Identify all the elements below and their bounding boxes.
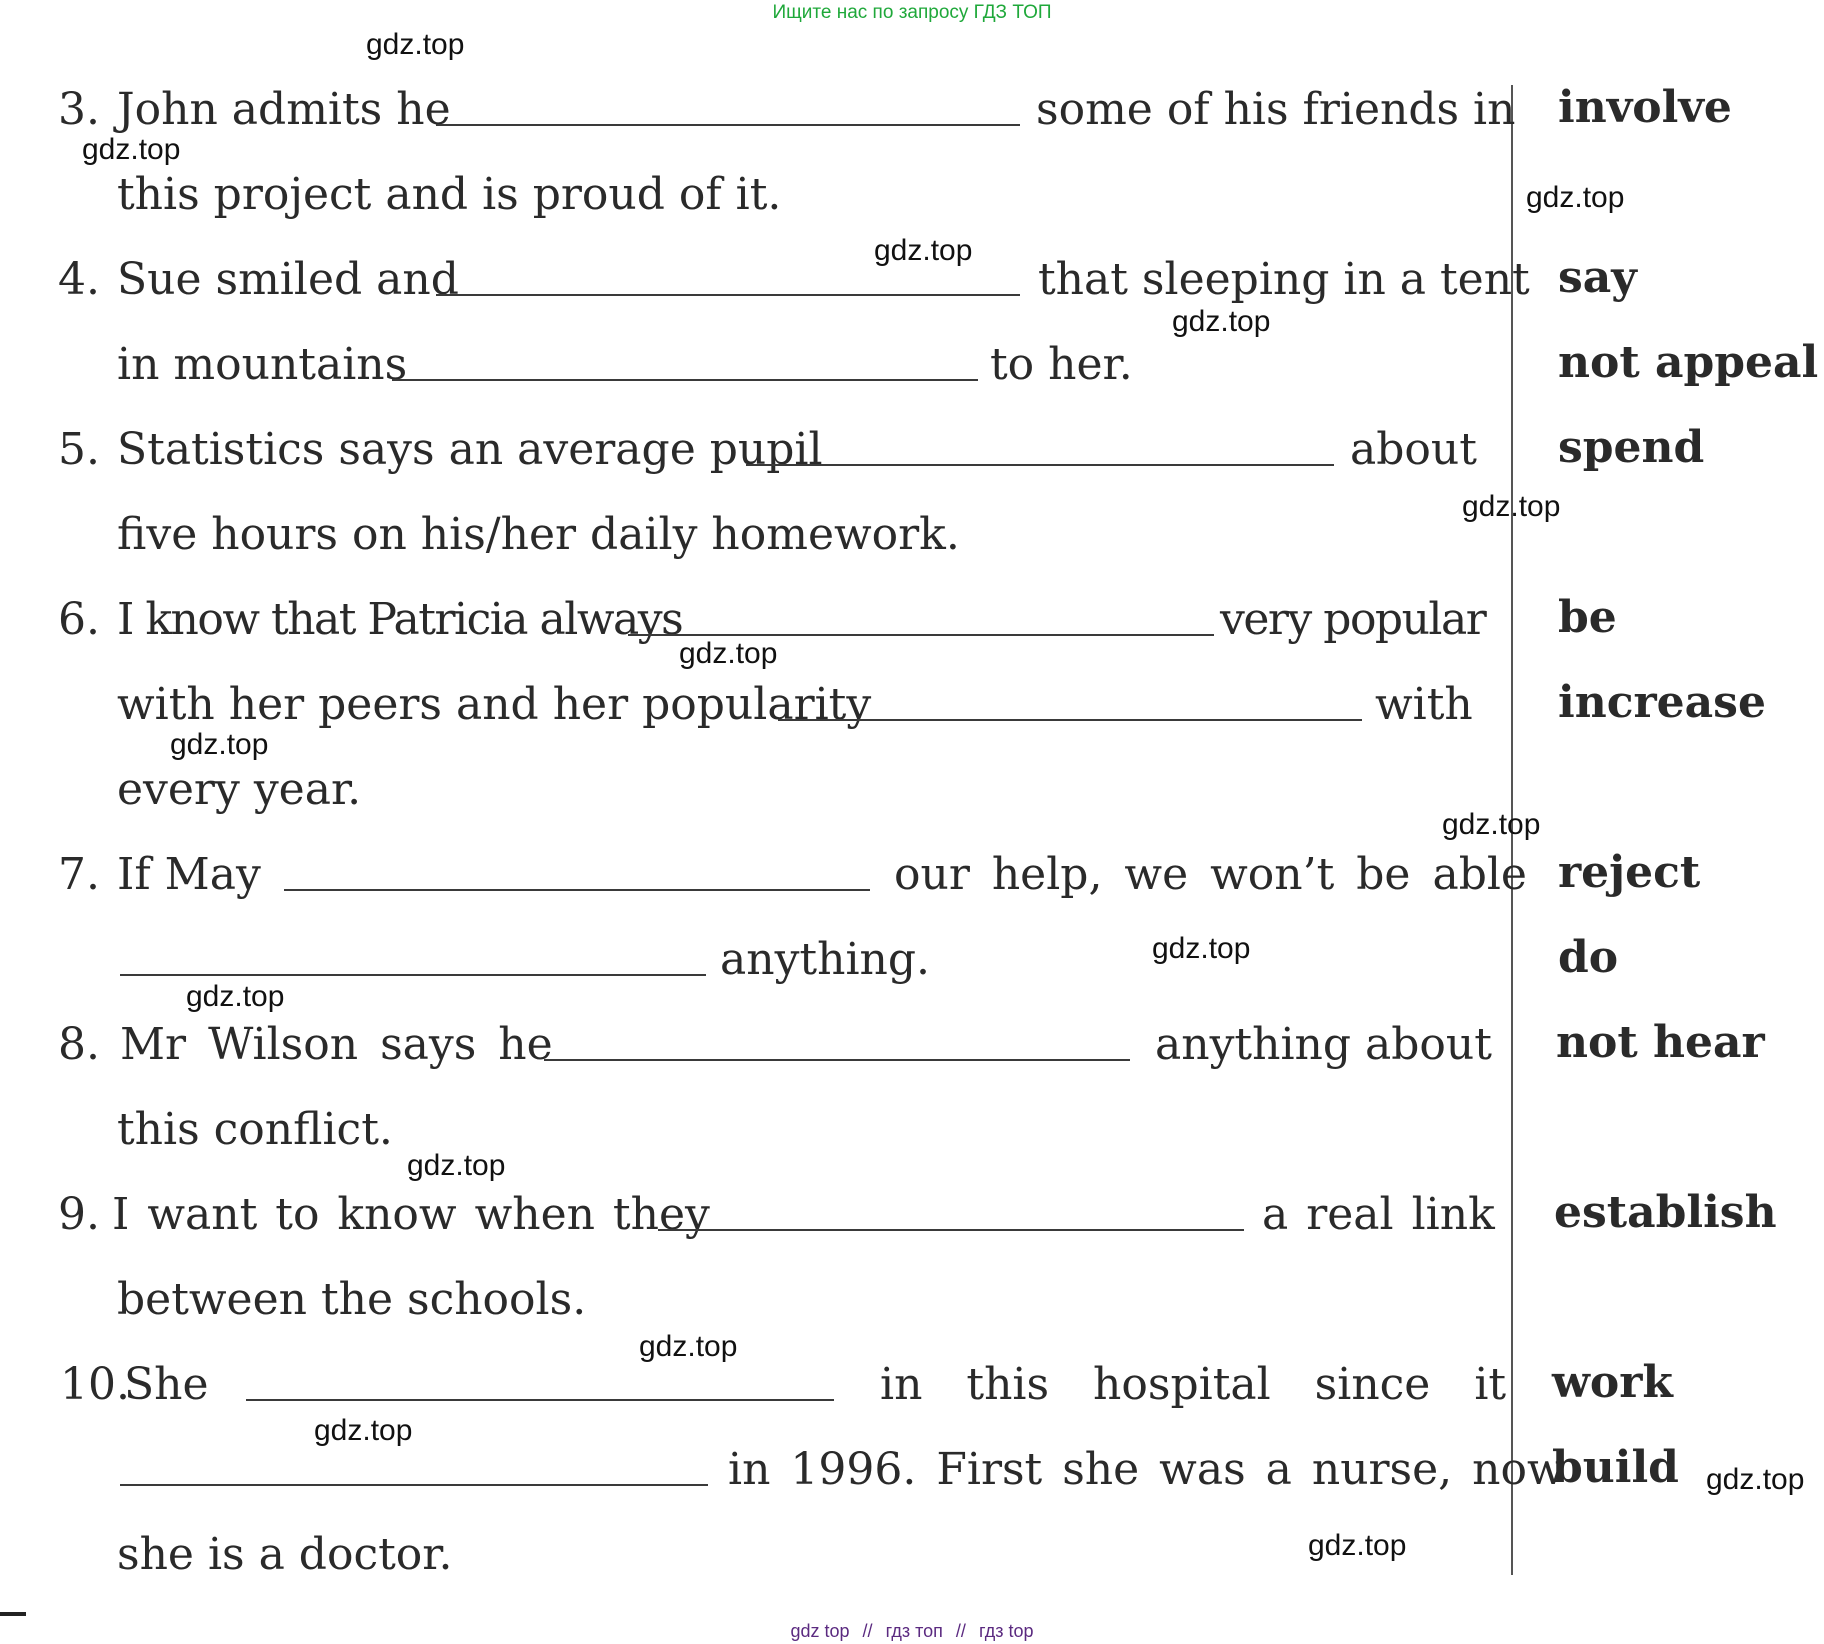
sentence-text: I know that Patricia always (117, 594, 683, 645)
exercise-number: 6. (58, 594, 100, 645)
footer-separator: // (955, 1621, 966, 1641)
base-word: spend (1558, 422, 1705, 473)
exercise-line (0, 845, 1527, 905)
footer-separator: // (862, 1621, 873, 1641)
answer-blank[interactable] (246, 1399, 834, 1401)
watermark: gdz.top (366, 28, 465, 61)
watermark: gdz.top (407, 1149, 506, 1182)
exercise-line (0, 760, 1500, 820)
footer-links (0, 1621, 1824, 1642)
exercise-line (0, 1525, 1500, 1585)
sentence-text: I want to know when they (112, 1189, 710, 1240)
watermark: gdz.top (1442, 808, 1541, 841)
footer-link[interactable]: гдз топ (885, 1621, 943, 1641)
exercise-number: 4. (58, 254, 100, 305)
watermark: gdz.top (1706, 1463, 1805, 1496)
sentence-text: Statistics says an average pupil (117, 424, 823, 475)
sentence-text: five hours on his/her daily homework. (117, 509, 960, 560)
answer-blank[interactable] (392, 379, 978, 381)
base-word: be (1558, 592, 1617, 643)
answer-blank[interactable] (658, 1229, 1244, 1231)
sentence-text: between the schools. (117, 1274, 587, 1325)
sentence-text: about (1350, 424, 1477, 475)
exercise-number: 7. (58, 849, 100, 900)
sentence-text: with her peers and her popularity (117, 679, 872, 730)
exercise-line (0, 1440, 1565, 1500)
watermark: gdz.top (639, 1330, 738, 1363)
answer-blank[interactable] (436, 124, 1020, 126)
exercise-line (0, 1270, 1500, 1330)
base-word: involve (1558, 82, 1732, 133)
exercise-line (0, 335, 1500, 395)
sentence-text: this project and is proud of it. (117, 169, 782, 220)
exercise-line (0, 1185, 1500, 1245)
sentence-text: every year. (117, 764, 362, 815)
answer-blank[interactable] (120, 1484, 708, 1486)
base-word: work (1552, 1357, 1673, 1408)
answer-blank[interactable] (746, 464, 1334, 466)
watermark: gdz.top (170, 728, 269, 761)
sentence-text: this conflict. (117, 1104, 393, 1155)
exercise-line (0, 420, 1500, 480)
sentence-text: that sleeping in a tent (1038, 254, 1530, 305)
exercise-line (0, 1100, 1500, 1160)
answer-blank[interactable] (436, 294, 1020, 296)
exercise-line (0, 165, 1500, 225)
watermark: gdz.top (1172, 305, 1271, 338)
sentence-text: in mountains (117, 339, 408, 390)
exercise-number: 10. (60, 1359, 130, 1410)
watermark: gdz.top (314, 1414, 413, 1447)
sentence-text: If May (117, 849, 261, 900)
sentence-text: very popular (1220, 594, 1486, 645)
page-edge-mark (0, 1612, 26, 1616)
base-word: establish (1554, 1187, 1777, 1238)
sentence-text: anything about (1155, 1019, 1492, 1070)
answer-blank[interactable] (284, 889, 870, 891)
footer-link[interactable]: гдз top (978, 1621, 1034, 1641)
exercise-number: 9. (58, 1189, 100, 1240)
answer-blank[interactable] (544, 1059, 1130, 1061)
exercise-number: 5. (58, 424, 100, 475)
sentence-text: a real link (1262, 1189, 1495, 1240)
sentence-text: she is a doctor. (117, 1529, 453, 1580)
sentence-text: some of his friends in (1036, 84, 1516, 135)
answer-blank[interactable] (628, 634, 1214, 636)
watermark: gdz.top (1152, 932, 1251, 965)
sentence-text: in this hospital since it (880, 1359, 1507, 1410)
top-banner: Ищите нас по запросу ГДЗ ТОП (772, 2, 1052, 23)
sentence-text: in 1996. First she was a nurse, now (728, 1444, 1565, 1495)
watermark: gdz.top (1308, 1529, 1407, 1562)
sentence-text: anything. (720, 934, 931, 985)
exercise-line (0, 505, 1500, 565)
exercise-number: 3. (58, 84, 100, 135)
base-word: not appeal (1558, 337, 1819, 388)
base-word: reject (1558, 847, 1701, 898)
watermark: gdz.top (82, 133, 181, 166)
watermark: gdz.top (679, 637, 778, 670)
watermark: gdz.top (874, 234, 973, 267)
exercise-line (0, 1355, 1507, 1415)
base-word: not hear (1556, 1017, 1765, 1068)
watermark: gdz.top (1462, 490, 1561, 523)
sentence-text: to her. (990, 339, 1133, 390)
exercise-line (0, 1015, 1500, 1075)
exercise-line (0, 250, 1530, 310)
answer-blank[interactable] (120, 974, 706, 976)
exercise-line (0, 675, 1500, 735)
watermark: gdz.top (1526, 181, 1625, 214)
sentence-text: with (1375, 679, 1473, 730)
watermark: gdz.top (186, 980, 285, 1013)
exercise-number: 8. (58, 1019, 100, 1070)
sentence-text: Mr Wilson says he (120, 1019, 553, 1070)
base-word: increase (1558, 677, 1766, 728)
sentence-text: our help, we won’t be able (894, 849, 1527, 900)
answer-blank[interactable] (778, 719, 1362, 721)
sentence-text: Sue smiled and (117, 254, 459, 305)
base-word: build (1552, 1442, 1679, 1493)
base-word: say (1558, 252, 1637, 303)
exercise-line (0, 80, 1516, 140)
footer-link[interactable]: gdz top (790, 1621, 850, 1641)
base-word: do (1558, 932, 1619, 983)
sentence-text: John admits he (117, 84, 451, 135)
sentence-text: She (124, 1359, 209, 1410)
